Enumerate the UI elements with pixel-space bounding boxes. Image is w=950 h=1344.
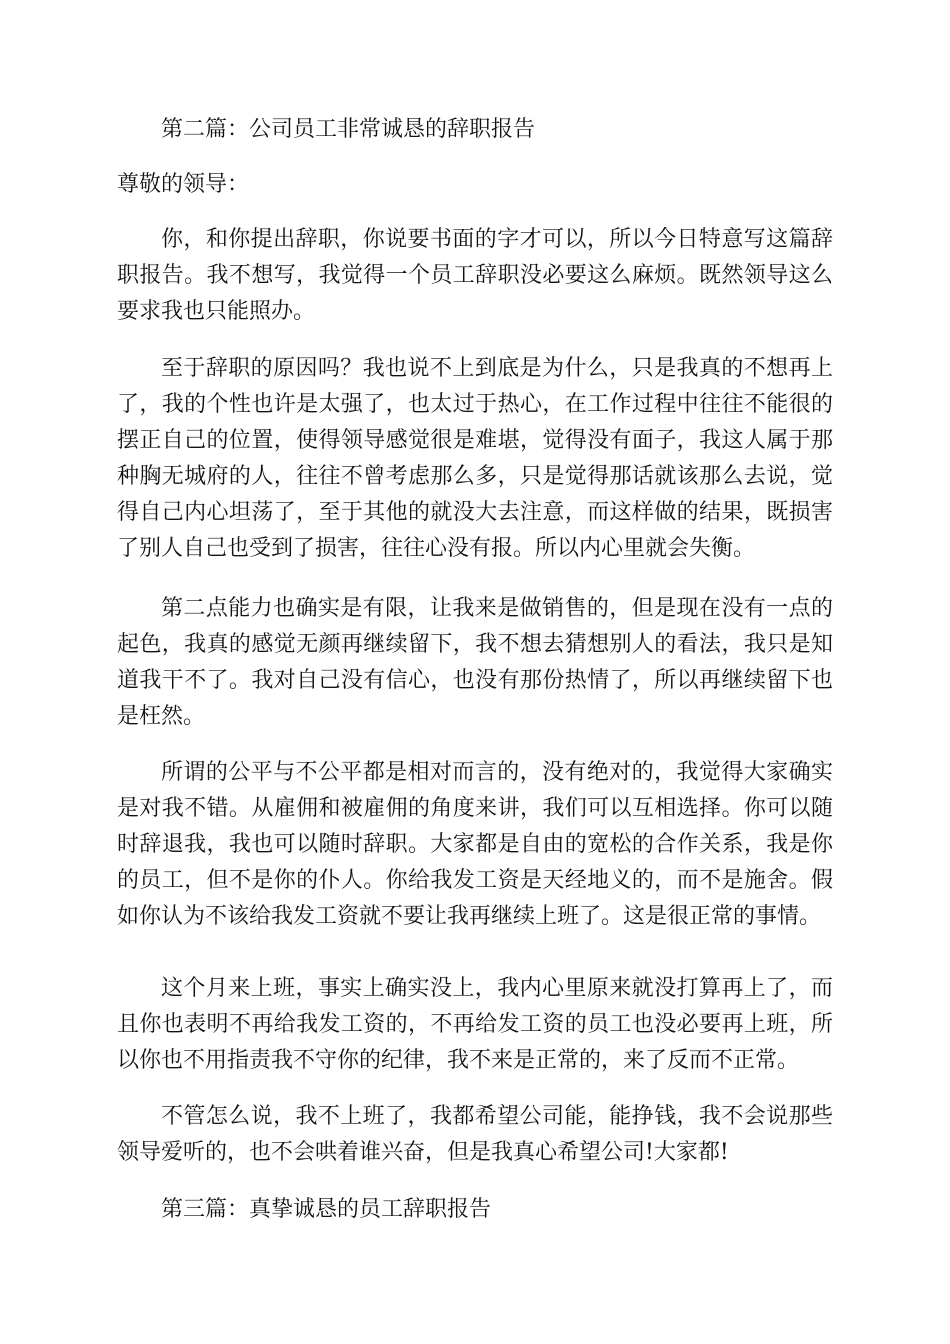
section-heading-2: 第二篇：公司员工非常诚恳的辞职报告 — [161, 117, 536, 142]
salutation: 尊敬的领导： — [117, 172, 250, 197]
paragraph-6: 不管怎么说，我不上班了，我都希望公司能，能挣钱，我不会说那些领导爱听的，也不会哄着谁兴奋，但是我真心希望公司!大家都! — [117, 1104, 833, 1165]
paragraph-5: 这个月来上班，事实上确实没上，我内心里原来就没打算再上了，而且你也表明不再给我发工资的，不再给发工资的员工也没必要再上班，所以你也不用指责我不守你的纪律，我不来是正常的，来了反而不正常。 — [117, 976, 833, 1073]
paragraph-1: 你，和你提出辞职，你说要书面的字才可以，所以今日特意写这篇辞职报告。我不想写，我觉得一个员工辞职没必要这么麻烦。既然领导这么要求我也只能照办。 — [117, 227, 833, 324]
paragraph-3: 第二点能力也确实是有限，让我来是做销售的，但是现在没有一点的起色，我真的感觉无颜再继续留下，我不想去猜想别人的看法，我只是知道我干不了。我对自己没有信心，也没有那份热情了，所以再继续留下也是枉然。 — [117, 596, 833, 729]
section-heading-3: 第三篇：真挚诚恳的员工辞职报告 — [161, 1197, 492, 1222]
paragraph-2: 至于辞职的原因吗？我也说不上到底是为什么，只是我真的不想再上了，我的个性也许是太强了，也太过于热心，在工作过程中往往不能很的摆正自己的位置，使得领导感觉很是难堪，觉得没有面子，我这人属于那种胸无城府的人，往往不曾考虑那么多，只是觉得那话就该那么去说，觉得自己内心坦荡了，至于其他的就没大去注意，而这样做的结果，既损害了别人自己也受到了损害，往往心没有报。所以内心里就会失衡。 — [117, 356, 833, 561]
paragraph-4: 所谓的公平与不公平都是相对而言的，没有绝对的，我觉得大家确实是对我不错。从雇佣和被雇佣的角度来讲，我们可以互相选择。你可以随时辞退我，我也可以随时辞职。大家都是自由的宽松的合作关系，我是你的员工，但不是你的仆人。你给我发工资是天经地义的，而不是施舍。假如你认为不该给我发工资就不要让我再继续上班了。这是很正常的事情。 — [117, 760, 833, 929]
